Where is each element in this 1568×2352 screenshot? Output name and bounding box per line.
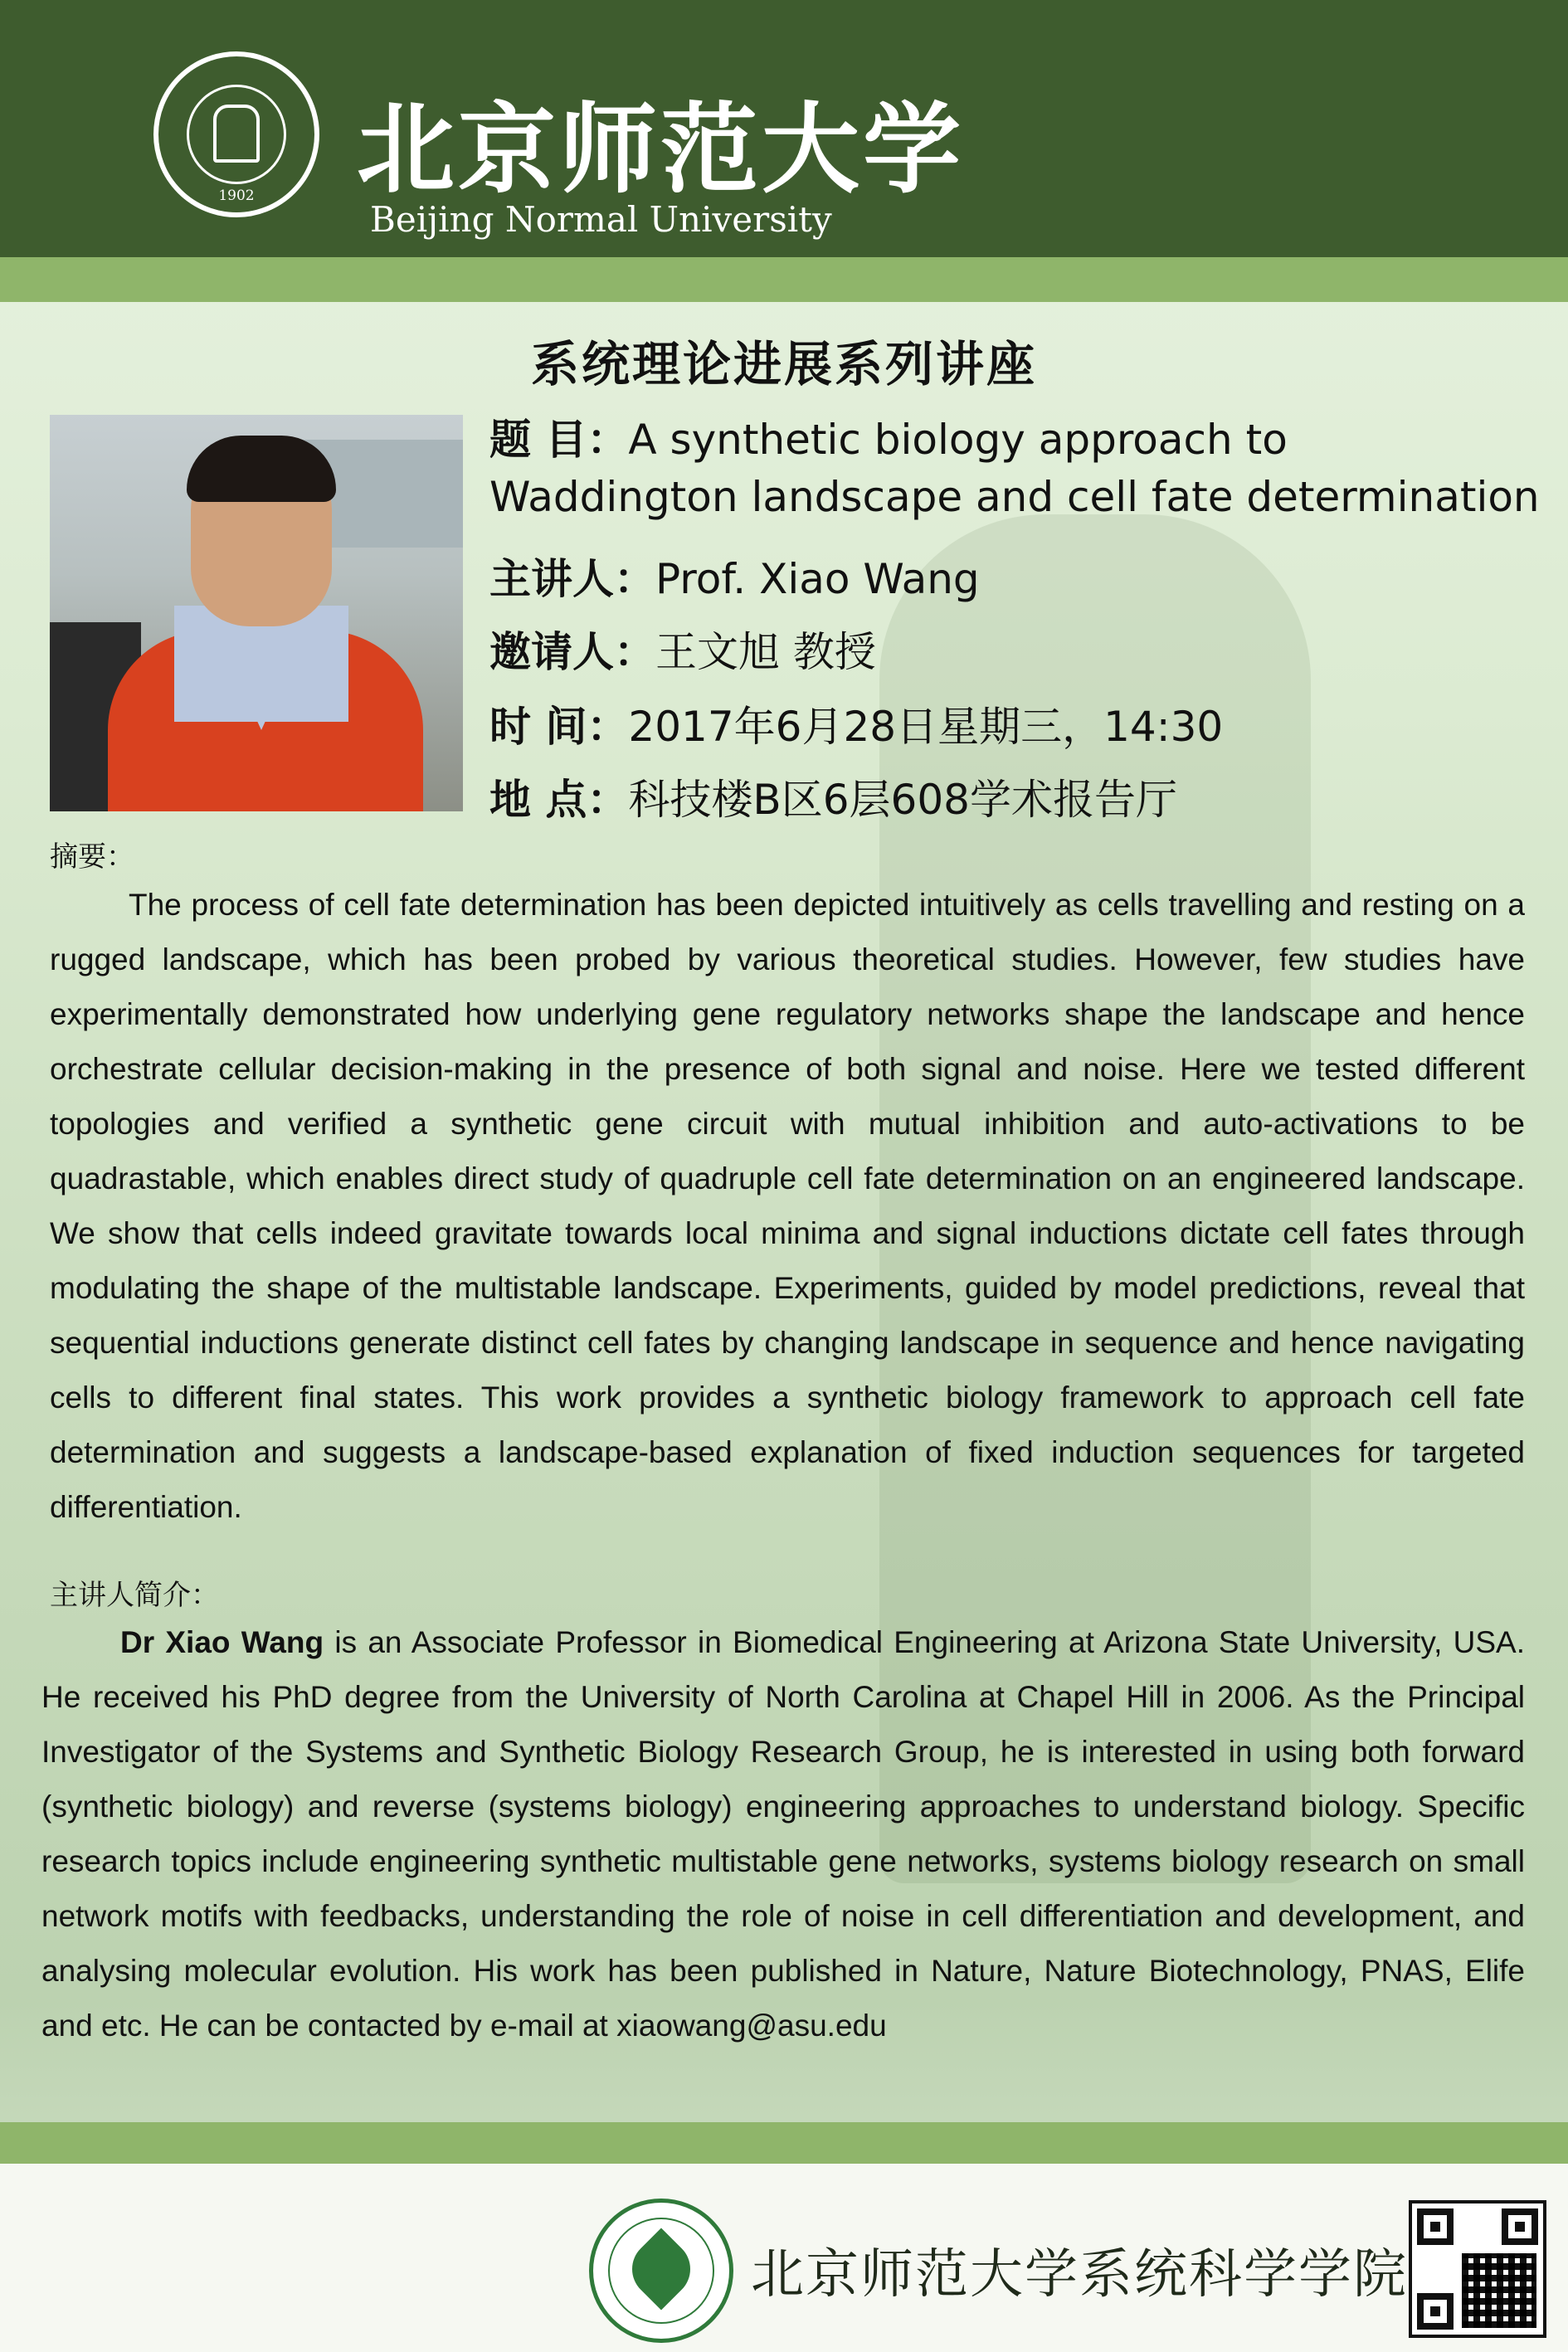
place-row [489, 767, 1177, 826]
bio-text [41, 1615, 1525, 2053]
school-name: 北京师范大学系统科学学院 [751, 2244, 1408, 2306]
title-text-1: A synthetic biology approach to [628, 416, 1288, 464]
abstract-body: The process of cell fate determination has been depicted intuitively as cells travelling and resting on a rugged landscape, which has been probed by various theoretical studies. However, few studies have experimentally demonstrated how underlying gene regulatory networks shape the landscape and hence orchestrate cellular decision-making in the presence of both signal and noise. Here we tested different topologies and verified a synthetic gene circuit with mutual inhibition and auto-activations to be quadrastable, which enables direct study of quadruple cell fate determination on an engineered landscape. We show that cells indeed gravitate towards local minima and signal inductions dictate cell fates through modulating the shape of the multistable landscape. Experiments, guided by model predictions, reveal that sequential inductions generate distinct cell fates by changing landscape in sequence and hence navigating cells to different final states. This work provides a synthetic biology framework to approach cell fate determination and suggests a landscape-based explanation of fixed induction sequences for targeted differentiation. [50, 888, 1525, 1524]
bell-icon [213, 105, 260, 163]
title-label: 题 目： [489, 416, 629, 464]
place-value: 科技楼B区6层608学术报告厅 [628, 776, 1177, 824]
talk-title-line2: Waddington landscape and cell fate determination [489, 473, 1540, 521]
seal-year: 1902 [218, 187, 255, 204]
time-label: 时 间： [489, 703, 629, 751]
inviter-label: 邀请人： [489, 628, 655, 676]
series-title: 系统理论进展系列讲座 [530, 336, 1037, 392]
bio-speaker-name: Dr Xiao Wang [120, 1625, 324, 1659]
speaker-photo [50, 415, 463, 811]
speaker-label: 主讲人： [489, 555, 655, 603]
footer-stripe [0, 2122, 1568, 2164]
place-label: 地 点： [489, 776, 629, 824]
university-name-en: Beijing Normal University [370, 199, 832, 240]
inviter-row [489, 619, 876, 679]
bio-label: 主讲人简介： [50, 1579, 219, 1612]
bio-body: is an Associate Professor in Biomedical Engineering at Arizona State University, USA. He received his PhD degree from the University of North Carolina at Chapel Hill in 2006. As the Principal Investigator of the Systems and Synthetic Biology Research Group, he is interested in using both forward (synthetic biology) and reverse (systems biology) engineering approaches to understand biology. Specific research topics include engineering synthetic multistable gene networks, systems biology research on small network motifs with feedbacks, understanding the role of noise in cell differentiation and development, and analysing molecular evolution. His work has been published in Nature, Nature Biotechnology, PNAS, Elife and etc. He can be contacted by e-mail at xiaowang@asu.edu [41, 1625, 1525, 2043]
header-banner [0, 0, 1568, 257]
qr-code-icon[interactable] [1409, 2200, 1546, 2338]
university-seal-icon [153, 51, 319, 217]
university-name-cn: 北京师范大学 [357, 91, 965, 207]
time-row [489, 694, 1223, 753]
header-stripe [0, 257, 1568, 302]
abstract-label: 摘要： [50, 840, 134, 874]
abstract-text [50, 878, 1525, 1535]
talk-title-line1 [489, 407, 1288, 466]
time-value: 2017年6月28日星期三，14:30 [628, 703, 1224, 751]
speaker-row [489, 546, 980, 606]
school-logo-icon [589, 2199, 733, 2343]
speaker-name: Prof. Xiao Wang [655, 555, 980, 603]
inviter-name: 王文旭 教授 [655, 628, 876, 676]
